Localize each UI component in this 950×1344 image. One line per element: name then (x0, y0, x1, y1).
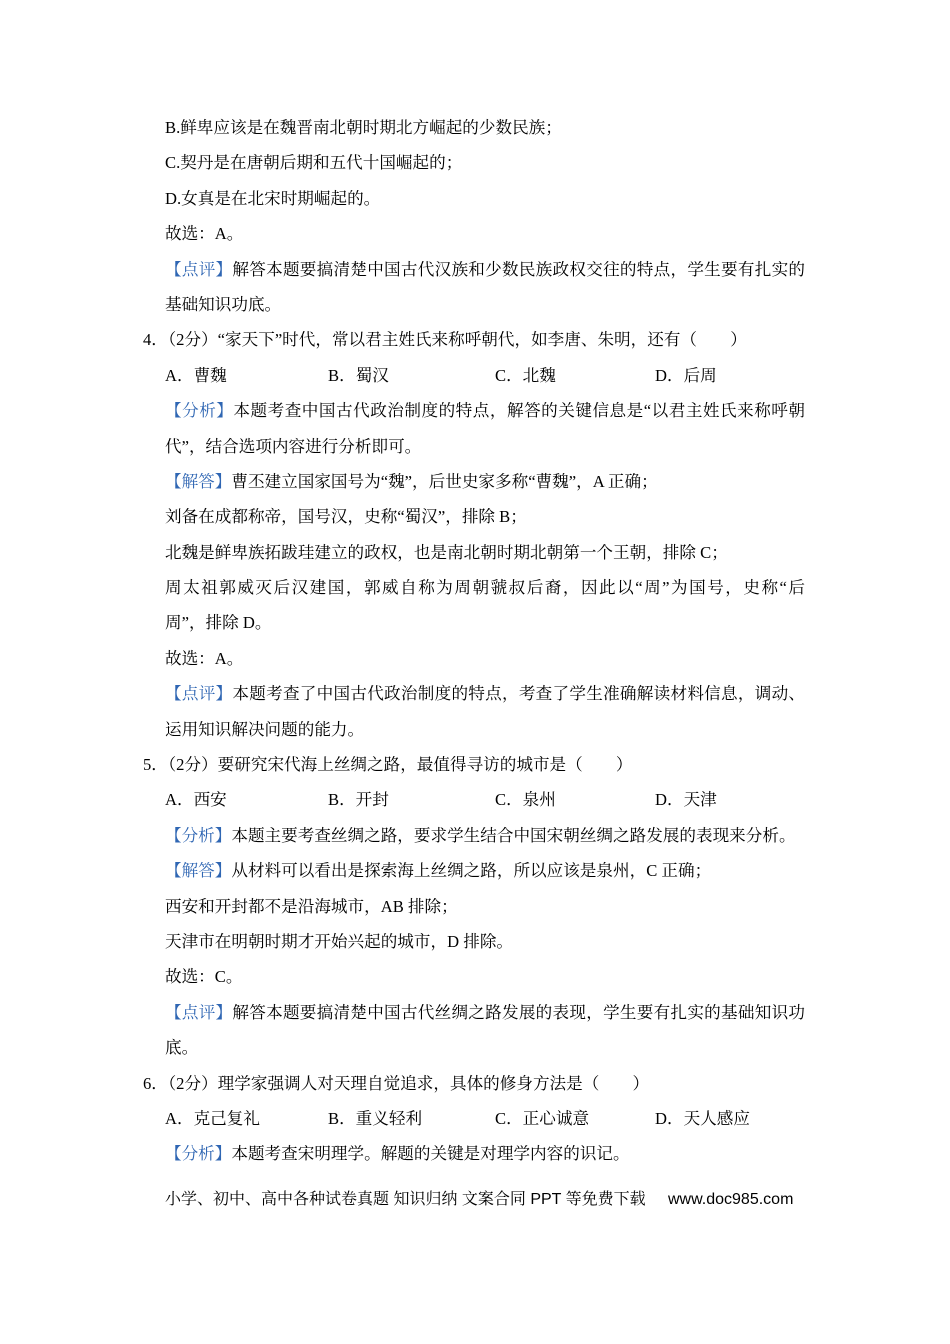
q4-solution-tag: 【解答】 (165, 471, 232, 491)
q5-options-row (165, 782, 805, 817)
q5-solution-text: 从材料可以看出是探索海上丝绸之路，所以应该是泉州，C 正确； (231, 861, 712, 881)
q6-question-line (143, 1066, 805, 1101)
q4-number: 4． (143, 330, 168, 350)
q3-option-d-note: D.女真是在北宋时期崛起的。 (165, 188, 381, 208)
q4-analysis-text: 本题考查中国古代政治制度的特点，解答的关键信息是“以君主姓氏来称呼朝 (233, 401, 806, 421)
q4-answer: 故选：A。 (165, 648, 244, 668)
q4-analysis-tag: 【分析】 (165, 401, 234, 421)
q3-comment-text: 解答本题要搞清楚中国古代汉族和少数民族政权交往的特点，学生要有扎实的 (232, 259, 806, 279)
q4-analysis-line-1 (165, 393, 805, 428)
q5-comment-text: 解答本题要搞清楚中国古代丝绸之路发展的表现，学生要有扎实的基础知识功 (232, 1002, 806, 1022)
q5-option-a: A．西安 (165, 790, 227, 810)
q6-option-d: D．天人感应 (655, 1108, 750, 1128)
q5-comment-tag: 【点评】 (165, 1002, 233, 1022)
question-5 (143, 747, 806, 1066)
q5-solution-line-1 (165, 853, 805, 888)
q5-option-d: D．天津 (655, 790, 717, 810)
q6-option-a: A．克己复礼 (165, 1108, 260, 1128)
q4-question-line (143, 322, 805, 357)
question-6 (143, 1066, 805, 1172)
q6-option-c: C．正心诚意 (495, 1108, 590, 1128)
q6-analysis-line-1 (165, 1136, 805, 1171)
footer-text: 小学、初中、高中各种试卷真题 知识归纳 文案合同 PPT 等免费下载 (165, 1191, 646, 1208)
q4-solution-line-1 (165, 464, 805, 499)
q6-stem: （2分）理学家强调人对天理自觉追求，具体的修身方法是（ ） (167, 1073, 650, 1093)
q5-question-line (143, 747, 805, 782)
q3-comment-line-2: 基础知识功底。 (165, 294, 282, 314)
q4-comment-line-1 (165, 676, 805, 711)
q5-solution-line-2: 西安和开封都不是沿海城市，AB 排除； (165, 896, 458, 916)
page-footer (165, 1182, 805, 1218)
q5-analysis-line-1 (165, 818, 805, 853)
q4-comment-tag: 【点评】 (165, 684, 233, 704)
q4-solution-line-5: 周”，排除 D。 (165, 613, 272, 633)
q6-options-row (165, 1101, 805, 1136)
q3-option-b-note: B.鲜卑应该是在魏晋南北朝时期北方崛起的少数民族； (165, 118, 562, 137)
q4-option-d: D．后周 (655, 365, 717, 385)
q3-comment-line-1 (165, 252, 805, 287)
q4-comment-line-2: 运用知识解决问题的能力。 (165, 719, 365, 739)
q5-comment-line-2: 底。 (165, 1038, 199, 1058)
q3-explanation-tail (165, 110, 805, 322)
q5-number: 5． (143, 755, 168, 775)
q4-stem: （2分）“家天下”时代，常以君主姓氏来称呼朝代，如李唐、朱明，还有（ ） (167, 330, 747, 350)
q5-analysis-tag: 【分析】 (165, 825, 232, 845)
q5-analysis-text: 本题主要考查丝绸之路，要求学生结合中国宋朝丝绸之路发展的表现来分析。 (231, 825, 796, 845)
document-body (143, 110, 806, 1172)
q6-number: 6． (143, 1073, 168, 1093)
q5-comment-line-1 (165, 995, 805, 1030)
q4-option-b: B．蜀汉 (328, 365, 389, 385)
q3-answer: 故选：A。 (165, 224, 244, 244)
q6-analysis-text: 本题考查宋明理学。解题的关键是对理学内容的识记。 (231, 1144, 630, 1164)
q4-option-c: C．北魏 (495, 365, 556, 385)
q4-solution-line-4: 周太祖郭威灭后汉建国，郭威自称为周朝虢叔后裔，因此以“周”为国号，史称“后 (165, 578, 805, 598)
q4-comment-text: 本题考查了中国古代政治制度的特点，考查了学生准确解读材料信息，调动、 (232, 684, 806, 704)
q3-comment-tag: 【点评】 (165, 259, 233, 279)
question-4 (143, 322, 806, 747)
q5-option-b: B．开封 (328, 790, 389, 810)
q5-solution-tag: 【解答】 (165, 861, 232, 881)
q4-option-a: A．曹魏 (165, 365, 227, 385)
q4-analysis-line-2: 代”，结合选项内容进行分析即可。 (165, 436, 422, 456)
q4-solution-text: 曹丕建立国家国号为“魏”，后世史家多称“曹魏”，A 正确； (231, 471, 658, 491)
q4-solution-line-2: 刘备在成都称帝，国号汉，史称“蜀汉”，排除 B； (165, 507, 527, 527)
q4-options-row (165, 358, 805, 393)
footer-site: www.doc985.com (668, 1191, 794, 1208)
q5-answer: 故选：C。 (165, 967, 243, 987)
q5-stem: （2分）要研究宋代海上丝绸之路，最值得寻访的城市是（ ） (167, 755, 633, 775)
q5-option-c: C．泉州 (495, 790, 556, 810)
q6-analysis-tag: 【分析】 (165, 1144, 232, 1164)
q5-solution-line-3: 天津市在明朝时期才开始兴起的城市，D 排除。 (165, 931, 514, 951)
q6-option-b: B．重义轻利 (328, 1108, 423, 1128)
q3-option-c-note: C.契丹是在唐朝后期和五代十国崛起的； (165, 153, 463, 173)
q4-solution-line-3: 北魏是鲜卑族拓跋珪建立的政权，也是南北朝时期北朝第一个王朝，排除 C； (165, 542, 728, 562)
